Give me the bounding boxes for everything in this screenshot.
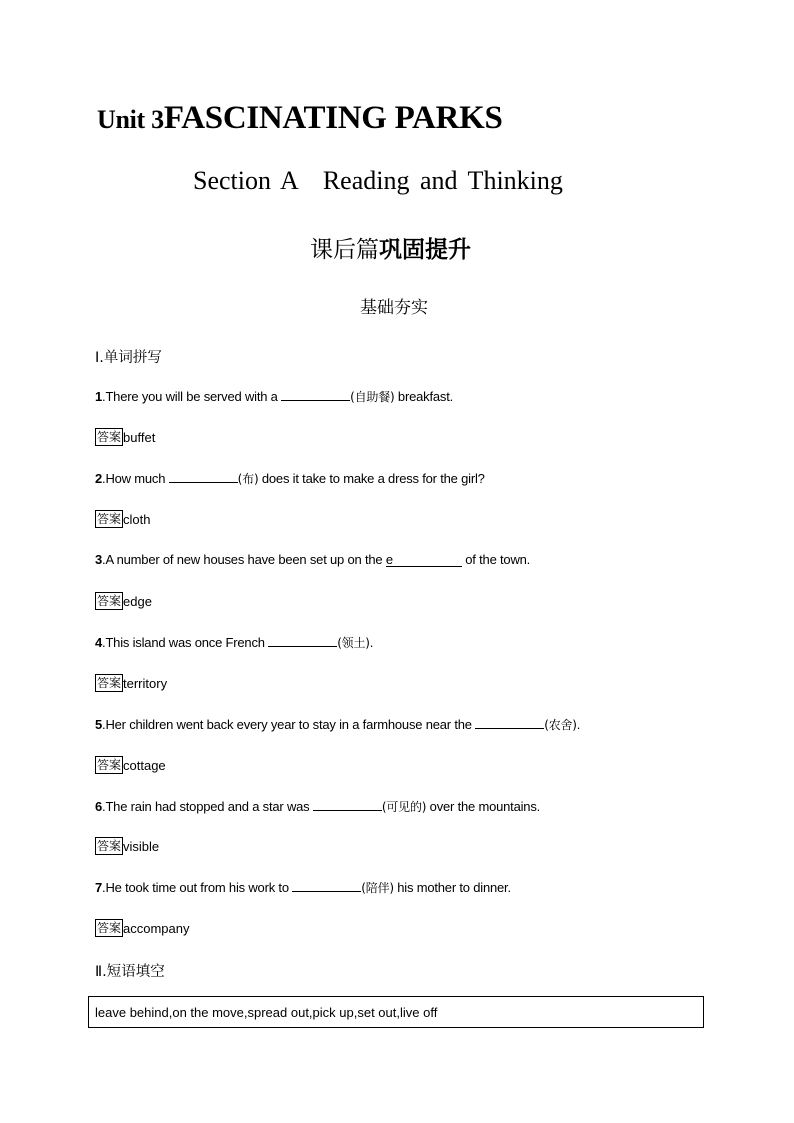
question-3: 3.A number of new houses have been set up on the e of the town. [95,552,531,567]
answer-2 [95,510,150,528]
subheading: 基础夯实 [360,298,428,318]
answer-text: buffet [123,429,156,445]
answer-badge: 答案 [97,758,122,772]
answer-badge: 答案 [97,594,122,608]
unit-title: Unit 3FASCINATING PARKS [97,100,503,136]
answer-text: visible [123,838,160,854]
question-4: 4.This island was once French (领土). [95,635,374,650]
section-title: Section A Reading and Thinking [193,166,563,195]
answer-text: cottage [123,757,166,773]
question-2: 2.How much (布) does it take to make a dress for the girl? [95,471,485,486]
answer-badge: 答案 [97,512,122,526]
answer-badge: 答案 [97,839,122,853]
answer-badge: 答案 [97,430,122,444]
part2-title: Ⅱ.短语填空 [95,964,165,980]
answer-3 [95,592,152,610]
answer-text: cloth [123,511,151,527]
answer-5 [95,756,166,774]
answer-7 [95,919,190,937]
question-1: 1.There you will be served with a (自助餐) breakfast. [95,389,454,404]
answer-badge: 答案 [97,921,122,935]
answer-text: accompany [123,920,190,936]
question-5: 5.Her children went back every year to stay in a farmhouse near the (农舍). [95,717,581,732]
chinese-title: 课后篇巩固提升 [310,237,471,263]
phrase-box: leave behind,on the move,spread out,pick up,set out,live off [88,996,704,1028]
answer-6 [95,837,159,855]
answer-text: territory [123,675,168,691]
answer-4 [95,674,167,692]
answer-text: edge [123,593,152,609]
question-6: 6.The rain had stopped and a star was (可见的) over the mountains. [95,799,541,814]
part1-title: Ⅰ.单词拼写 [95,350,162,366]
answer-badge: 答案 [97,676,122,690]
question-7: 7.He took time out from his work to (陪伴) his mother to dinner. [95,880,511,895]
answer-1 [95,428,155,446]
